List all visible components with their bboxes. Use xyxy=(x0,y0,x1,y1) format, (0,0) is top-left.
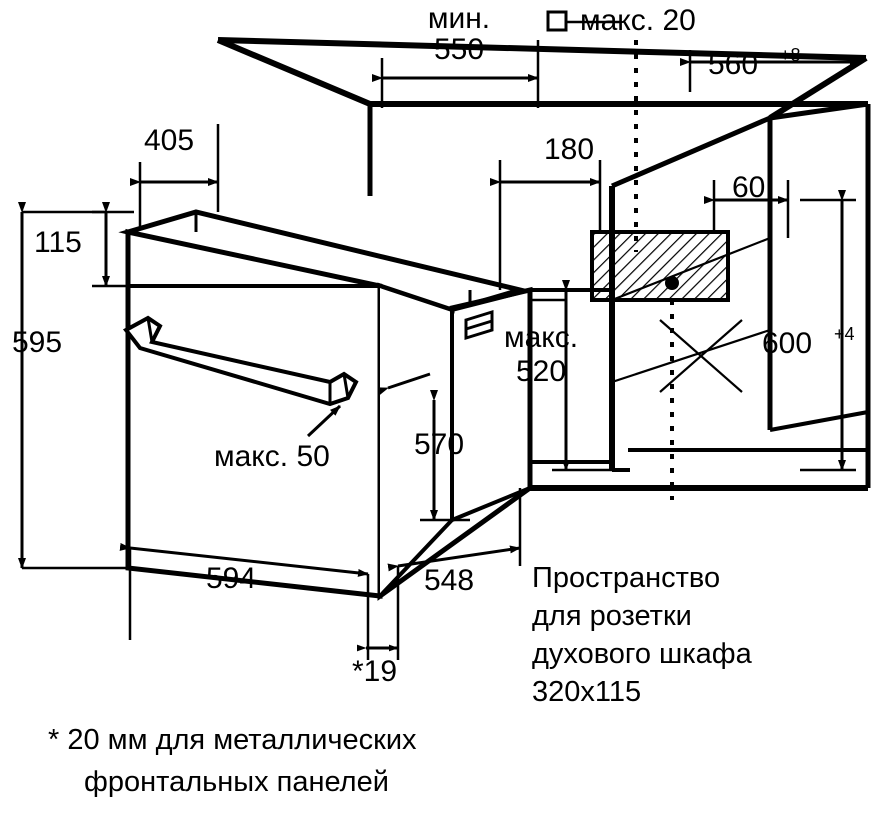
footnote-line1: * 20 мм для металлических xyxy=(48,724,417,756)
socket-space-note-line4: 320х115 xyxy=(532,676,642,708)
dimension-label-max-50: макс. 50 xyxy=(214,440,330,473)
dimension-label-405: 405 xyxy=(144,124,195,157)
dimension-label-548: 548 xyxy=(424,564,475,597)
dimension-label-570: 570 xyxy=(414,428,465,461)
dimension-label-560: 560 xyxy=(708,48,759,81)
socket-space-note-line2: для розетки xyxy=(532,600,692,632)
dimension-label-max-20: макс. 20 xyxy=(580,4,696,37)
footnote-line2: фронтальных панелей xyxy=(84,766,389,798)
socket-space-note-line1: Пространство xyxy=(532,562,721,594)
dimension-label-180: 180 xyxy=(544,133,595,166)
dimension-label-595: 595 xyxy=(12,326,63,359)
socket-space-note-line3: духового шкафа xyxy=(532,638,752,670)
dimension-label-star-19: *19 xyxy=(352,655,398,688)
dimension-label-60: 60 xyxy=(732,171,766,204)
dimension-label-594: 594 xyxy=(206,562,257,595)
dimension-label-560-superscript: +8 xyxy=(780,45,801,65)
dimension-label-min-550-line2: 550 xyxy=(433,33,485,66)
dimension-label-max-520-line2: 520 xyxy=(516,355,567,388)
dimension-label-max-520-line1: макс. xyxy=(504,321,579,354)
dimension-label-115: 115 xyxy=(34,226,82,259)
dimension-label-600: 600 xyxy=(762,327,813,360)
dimension-label-min-550-line1: мин. xyxy=(427,2,491,35)
dimension-label-600-superscript: +4 xyxy=(834,324,855,344)
